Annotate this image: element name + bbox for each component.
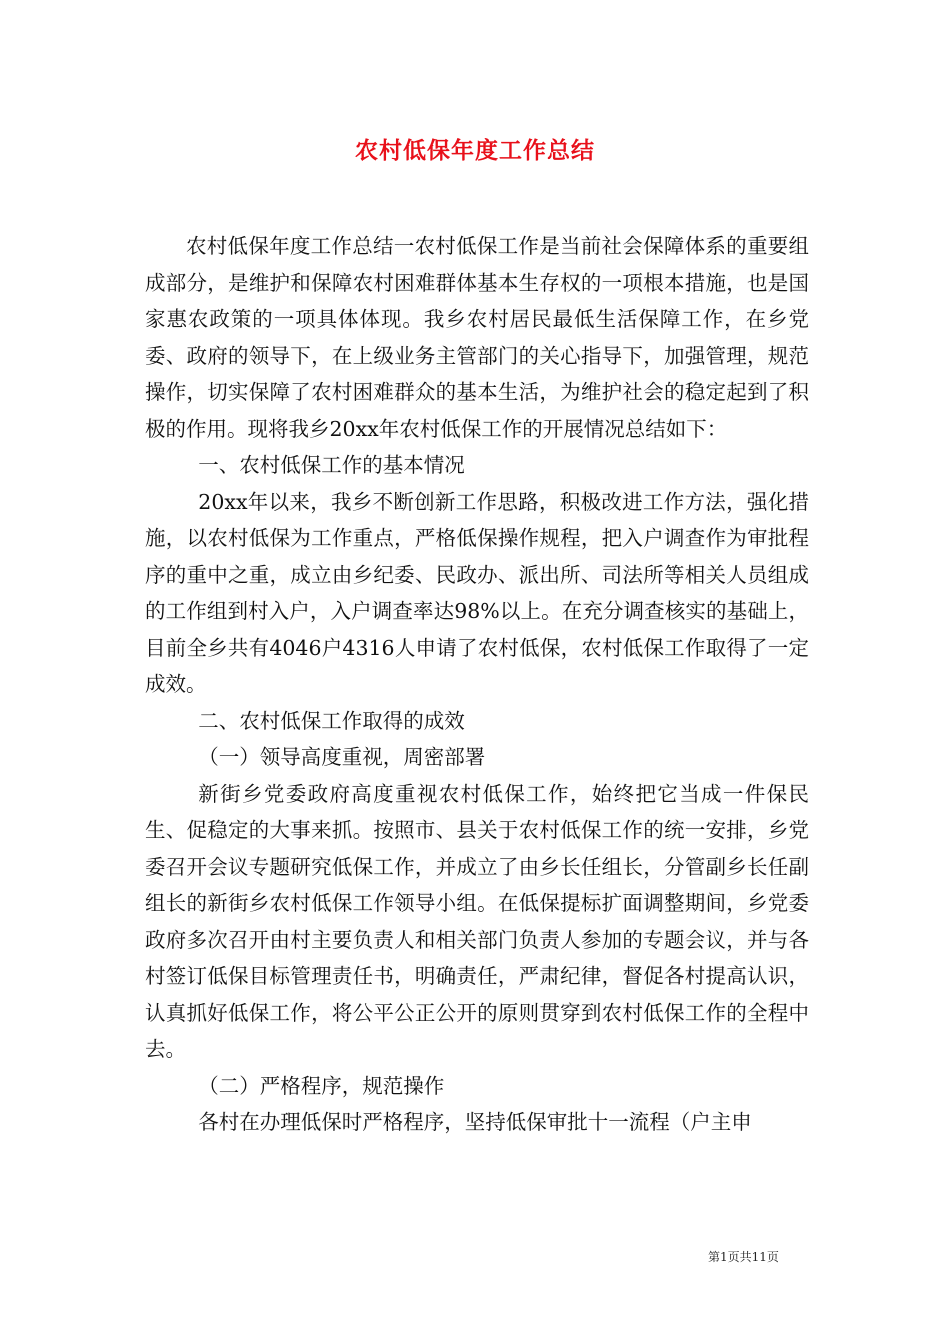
section-heading-1: 一、农村低保工作的基本情况	[198, 453, 465, 477]
subsection-heading-2: （二）严格程序，规范操作	[198, 1073, 445, 1098]
subsection-1-paragraph: 新街乡党委政府高度重视农村低保工作，始终把它当成一件保民生、促稳定的大事来抓。按照市、县关于农村低保工作的统一安排，乡党委召开会议专题研究低保工作，并成立了由乡长任组长，分管副乡长任副组长的新街乡农村低保工作领导小组。在低保提标扩面调整期间，乡党委政府多次召开由村主要负责人和相关部门负责人参加的专题会议，并与各村签订低保目标管理责任书，明确责任，严肃纪律，督促各村提高认识，认真抓好低保工作，将公平公正公开的原则贯穿到农村低保工作的全程中去。	[145, 781, 809, 1061]
section-heading-2: 二、农村低保工作取得的成效	[198, 708, 465, 733]
intro-paragraph: 农村低保年度工作总结一农村低保工作是当前社会保障体系的重要组成部分，是维护和保障农村困难群体基本生存权的一项根本措施，也是国家惠农政策的一项具体体现。我乡农村居民最低生活保障工作，在乡党委、政府的领导下，在上级业务主管部门的关心指导下，加强管理，规范操作，切实保障了农村困难群众的基本生活，为维护社会的稳定起到了积极的作用。现将我乡20xx年农村低保工作的开展情况总结如下：	[145, 234, 809, 441]
document-title: 农村低保年度工作总结	[355, 138, 595, 164]
section-1-paragraph: 20xx年以来，我乡不断创新工作思路，积极改进工作方法，强化措施，以农村低保为工作重点，严格低保操作规程，把入户调查作为审批程序的重中之重，成立由乡纪委、民政办、派出所、司法所等相关人员组成的工作组到村入户，入户调查率达98%以上。在充分调查核实的基础上，目前全乡共有4046户4316人申请了农村低保，农村低保工作取得了一定成效。	[145, 489, 809, 696]
page-number: 第1页共11页	[708, 1250, 779, 1264]
subsection-heading-1: （一）领导高度重视，周密部署	[198, 745, 486, 769]
document-body	[145, 228, 809, 1141]
subsection-2-paragraph: 各村在办理低保时严格程序，坚持低保审批十一流程（户主申	[198, 1110, 752, 1134]
